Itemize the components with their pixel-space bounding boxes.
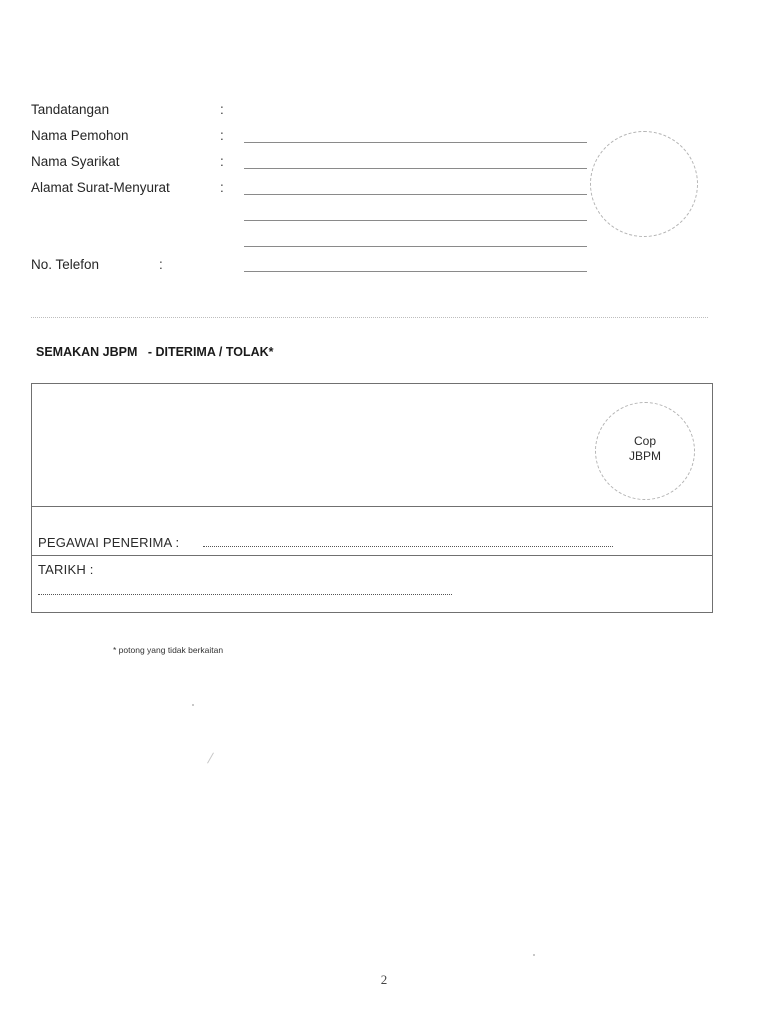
company-name-line[interactable] bbox=[244, 168, 587, 169]
mailing-address-line-1[interactable] bbox=[244, 194, 587, 195]
page-number: 2 bbox=[380, 972, 388, 987]
date-label: TARIKH : bbox=[38, 562, 94, 577]
date-dotted-line[interactable] bbox=[38, 594, 452, 595]
scan-speck bbox=[533, 954, 535, 956]
phone-colon: : bbox=[159, 257, 163, 272]
receiving-officer-dotted-line[interactable] bbox=[203, 546, 613, 547]
company-name-colon: : bbox=[220, 154, 224, 169]
jbpm-review-box bbox=[31, 383, 713, 613]
applicant-name-line[interactable] bbox=[244, 142, 587, 143]
phone-label: No. Telefon bbox=[31, 257, 100, 272]
company-stamp-circle bbox=[590, 131, 698, 237]
applicant-name-colon: : bbox=[220, 128, 224, 143]
receiving-officer-label: PEGAWAI PENERIMA : bbox=[38, 535, 180, 550]
box-divider-top bbox=[32, 506, 712, 507]
signature-label: Tandatangan bbox=[31, 102, 110, 117]
semakan-title: SEMAKAN JBPM - DITERIMA / TOLAK* bbox=[36, 345, 274, 359]
scan-speck bbox=[192, 704, 194, 706]
stamp-label-jbpm: JBPM bbox=[628, 449, 661, 463]
applicant-name-label: Nama Pemohon bbox=[31, 128, 129, 143]
mailing-address-line-2[interactable] bbox=[244, 220, 587, 221]
mailing-address-label: Alamat Surat-Menyurat bbox=[31, 180, 170, 195]
phone-line[interactable] bbox=[244, 271, 587, 272]
box-divider-bottom bbox=[32, 555, 712, 556]
footnote: * potong yang tidak berkaitan bbox=[113, 645, 224, 655]
jbpm-stamp-circle bbox=[595, 402, 695, 500]
stamp-label-cop: Cop bbox=[633, 434, 656, 448]
scan-speck bbox=[207, 753, 214, 764]
mailing-address-line-3[interactable] bbox=[244, 246, 587, 247]
section-divider bbox=[31, 317, 708, 318]
signature-colon: : bbox=[220, 102, 224, 117]
company-name-label: Nama Syarikat bbox=[31, 154, 120, 169]
mailing-address-colon: : bbox=[220, 180, 224, 195]
